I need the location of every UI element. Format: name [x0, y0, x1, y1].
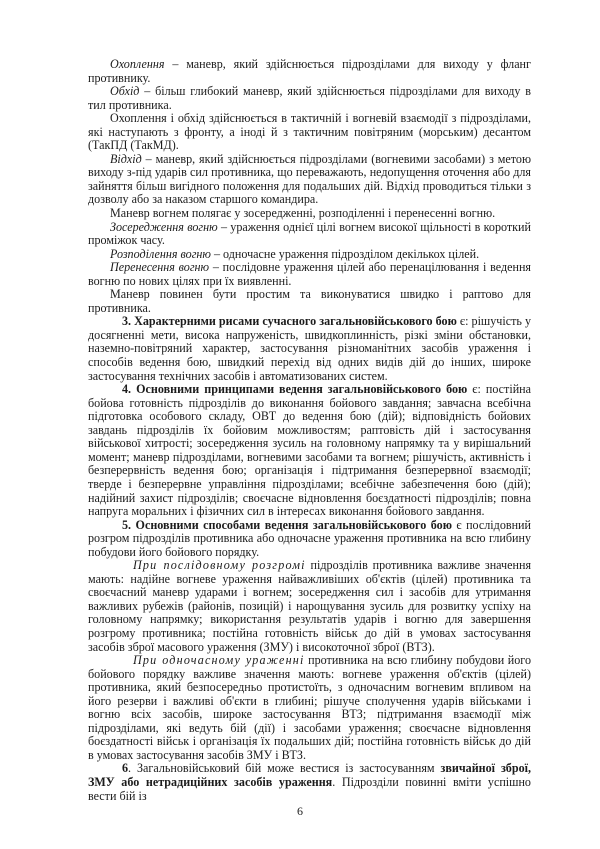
section-heading: Основними способами ведення загальновійськового бою — [135, 517, 452, 532]
term: При послідовному розгромі — [133, 558, 306, 573]
term: Розподілення вогню — [110, 246, 211, 261]
section-heading: Характерними рисами сучасного загальновійськового бою — [134, 314, 457, 329]
paragraph-section-3: 3. Характерними рисами сучасного загальновійськового бою є: рішучість у досягненні мети, висока напруженість, швидкоплинність, різкі зміни обстановки, наземно-повітряний характер, застосування різноманітних засобів ураження і способів ведення бою, швидкий перехід від одних видів дій до інших, широке застосування технічних засобів і автоматизованих систем. — [88, 314, 532, 383]
paragraph-section-4: 4. Основними принципами ведення загальновійськового бою є: постійна бойова готовність підрозділів до виконання бойового завдання; завчасна всебічна підготовка особового складу, ОВТ до ведення бою (дій); відповідність бойових завдань підрозділів їх бойовим можливостям; раптовість дій і застосування військової хитрості; зосередження зусиль на головному напрямку та у вирішальний момент; маневр підрозділами, вогневими засобами та вогнем; рішучість, активність і безперервність ведення бою; організація і підтримання безперервної взаємодії; тверде і безперервне управління підрозділами; всебічне забезпечення бою (дій); надійний захист підрозділів; своєчасне відновлення боєздатності підрозділів; повна напруга моральних і фізичних сил в інтересах виконання бойового завдання. — [88, 382, 532, 519]
paragraph-envelopment: Охоплення – маневр, який здійснюється підрозділами для виходу у фланг противнику. — [88, 57, 531, 85]
term: Зосередження вогню — [110, 219, 218, 234]
paragraph-withdrawal: Відхід – маневр, який здійснюється підрозділами (вогневими засобами) з метою виходу з-під ударів сил противника, що переважають, недопущення оточення або для зайняття більш вигідного положення для подальших дій. Відхід проводиться тільки з дозволу або за наказом старшого командира. — [88, 151, 531, 207]
term: Обхід — [110, 84, 140, 99]
document-page — [88, 58, 531, 803]
section-number: 3 — [122, 314, 129, 329]
paragraph-section-6: 6. Загальновійськовий бій може вестися із застосуванням звичайної зброї, ЗМУ або нетрадиційних засобів ураження. Підрозділи повинні вміти успішно вести бій із — [88, 761, 532, 803]
section-number: 5 — [122, 517, 129, 532]
page-number: 6 — [297, 804, 303, 818]
paragraph-simultaneous-strike: При одночасному ураженні противника на всю глибину побудови його бойового порядку важливе значення мають: вогневе ураження об'єктів (цілей) противника, який безпосередньо протистоїть, з одночасним вогневим впливом на його резерви і важливі об'єкти в глибині; рішуче сполучення ударів військами і вогню всіх засобів, широке застосування ВТЗ; підтримання взаємодії між підрозділами, які ведуть бій (дії) і засобами ураження; своєчасне відновлення боєздатності військ і організація їх подальших дій; постійна готовність військ до дій в умовах застосування засобів ЗМУ і ВТЗ. — [88, 653, 531, 762]
section-heading: Основними принципами ведення загальновійськового бою — [136, 382, 468, 397]
paragraph-fire-concentration: Зосередження вогню – ураження однієї цілі вогнем високої щільності в короткий проміжок часу. — [88, 219, 531, 248]
paragraph-fire-shift: Перенесення вогню – послідовне ураження цілей або перенацілювання і ведення вогню по нових цілях при їх виявленні. — [88, 260, 531, 288]
term: При одночасному ураженні — [133, 653, 305, 668]
paragraph-section-5: 5. Основними способами ведення загальновійськового бою є послідовний розгром підрозділів противника або одночасне ураження противника на всю глибину побудови його бойового порядку. — [88, 517, 531, 559]
paragraph-fire-distribution: Розподілення вогню – одночасне ураження підрозділом декількох цілей. — [110, 246, 480, 261]
emphasis: звичайної зброї, ЗМУ або нетрадиційних засобів ураження — [88, 761, 532, 789]
paragraph-outflanking: Обхід – більш глибокий маневр, який здійснюється підрозділами для виходу в тил противника. — [88, 84, 531, 112]
section-number: 6 — [122, 761, 129, 776]
section-number: 4 — [122, 382, 129, 397]
paragraph-sequential-defeat: При послідовному розгромі підрозділів противника важливе значення мають: надійне вогневе ураження найважливіших об'єктів (цілей) противника та своєчасний маневр ударами і вогнем; зосередження сил і засобів для утримання важливих рубежів (районів, позицій) і нарощування зусиль для розвитку успіху на головному напрямку; використання результатів ударів і вогню для завершення розгрому противника; постійна готовність військ до дій в умовах застосування засобів зброї масового ураження (ЗМУ) і високоточної зброї (ВТЗ). — [88, 558, 532, 654]
term: Перенесення вогню — [110, 260, 210, 275]
paragraph-fire-maneuver: Маневр вогнем полягає у зосередженні, розподіленні і перенесенні вогню. — [110, 206, 496, 221]
term: Відхід — [110, 151, 142, 166]
paragraph-maneuver-simple: Маневр повинен бути простим та виконуватися швидко і раптово для противника. — [88, 287, 531, 315]
term: Охоплення — [110, 57, 165, 71]
paragraph-interaction: Охоплення і обхід здійснюється в тактичній і вогневій взаємодії з підрозділами, які наступають з фронту, а іноді й з тактичним повітряним (морським) десантом (ТакПД (ТакМД). — [88, 111, 531, 153]
